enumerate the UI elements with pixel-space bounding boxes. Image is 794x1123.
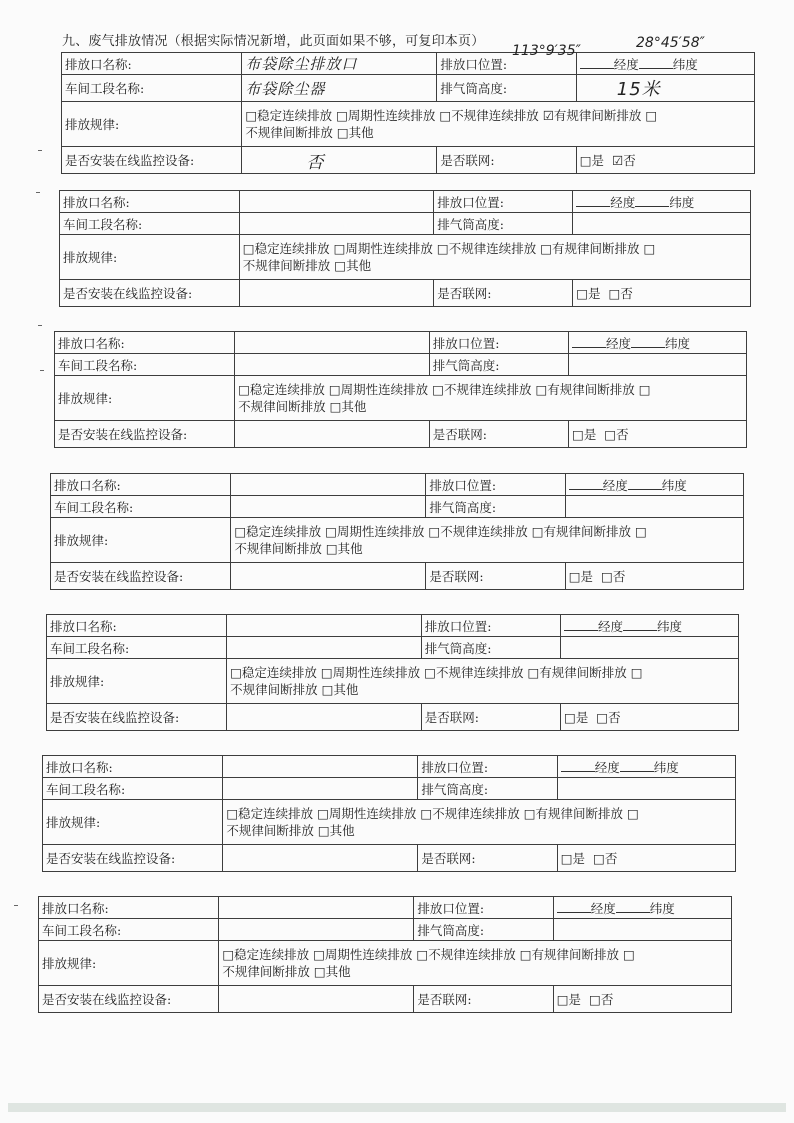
networked-options[interactable] (553, 986, 731, 1013)
longitude-label: 经度 (598, 618, 624, 634)
latitude-blank (620, 760, 654, 772)
opt-other[interactable]: □其他 (336, 125, 374, 140)
pattern-options[interactable] (219, 941, 732, 986)
exhaust-outlet-block-6 (42, 755, 736, 872)
opt-periodic[interactable]: □周期性连续排放 (336, 108, 436, 123)
opt-irregular[interactable]: □不规律连续排放 (424, 665, 524, 680)
outlet-position-value[interactable] (557, 756, 735, 778)
outlet-name-label: 排放口名称: (47, 615, 227, 637)
opt-irregular[interactable]: □不规律连续排放 (428, 524, 528, 539)
networked-label: 是否联网: (418, 845, 557, 872)
longitude-label: 经度 (613, 56, 639, 72)
longitude-blank (557, 901, 591, 913)
workshop-label: 车间工段名称: (39, 919, 219, 941)
opt-regular-intermittent[interactable]: □有规律间断排放 (535, 382, 635, 397)
handwritten-latitude: 28°45′58″ (636, 35, 705, 51)
outlet-position-value[interactable] (569, 332, 747, 354)
networked-label: 是否联网: (414, 986, 553, 1013)
opt-other[interactable]: □其他 (325, 541, 363, 556)
pattern-options[interactable] (239, 235, 750, 280)
opt-periodic[interactable]: □周期性连续排放 (328, 382, 429, 397)
stack-height-label: 排气筒高度: (418, 778, 557, 800)
opt-irregular-intermittent: 不规律间断排放 (242, 258, 331, 273)
opt-periodic[interactable]: □周期性连续排放 (320, 665, 421, 680)
opt-irregular-intermittent-box[interactable]: □ (623, 947, 635, 962)
opt-other[interactable]: □其他 (317, 823, 355, 838)
opt-regular-intermittent[interactable]: □有规律间断排放 (540, 241, 640, 256)
monitor-label: 是否安装在线监控设备: (47, 704, 227, 731)
opt-stable[interactable]: □稳定连续排放 (238, 382, 325, 397)
workshop-label: 车间工段名称: (55, 354, 235, 376)
networked-label: 是否联网: (434, 280, 573, 307)
opt-regular-intermittent[interactable]: □有规律间断排放 (523, 806, 624, 821)
scan-mark (38, 325, 42, 326)
latitude-label: 纬度 (657, 618, 683, 634)
longitude-blank (561, 760, 595, 772)
exhaust-outlet-block-7 (38, 896, 732, 1013)
outlet-name-handwriting: 布袋除尘排放口 (245, 55, 358, 73)
opt-stable[interactable]: □稳定连续排放 (242, 241, 330, 256)
monitor-value[interactable] (239, 280, 433, 307)
opt-irregular-intermittent: 不规律间断排放 (222, 964, 310, 979)
opt-stable[interactable]: □稳定连续排放 (245, 108, 333, 123)
monitor-label: 是否安装在线监控设备: (39, 986, 219, 1013)
latitude-label: 纬度 (669, 194, 695, 210)
latitude-blank (616, 901, 650, 913)
outlet-name-value[interactable] (223, 756, 418, 778)
monitor-label: 是否安装在线监控设备: (62, 147, 242, 174)
outlet-position-label: 排放口位置: (421, 615, 560, 637)
opt-irregular-intermittent-box[interactable]: □ (645, 108, 658, 123)
pattern-options[interactable] (231, 518, 744, 563)
workshop-label: 车间工段名称: (43, 778, 223, 800)
monitor-value[interactable] (242, 147, 437, 174)
longitude-blank (576, 195, 610, 207)
networked-label: 是否联网: (421, 704, 560, 731)
workshop-value[interactable] (227, 637, 422, 659)
handwritten-longitude: 113°9′35″ (512, 43, 581, 59)
pattern-label: 排放规律: (60, 235, 240, 280)
workshop-label: 车间工段名称: (62, 75, 242, 102)
networked-label: 是否联网: (437, 147, 576, 174)
pattern-label: 排放规律: (47, 659, 227, 704)
outlet-name-value[interactable] (239, 191, 433, 213)
outlet-position-value[interactable] (565, 474, 743, 496)
outlet-name-value[interactable] (235, 332, 430, 354)
opt-irregular[interactable]: □不规律连续排放 (439, 108, 539, 123)
monitor-value[interactable] (219, 986, 414, 1013)
opt-irregular-intermittent-box[interactable]: □ (643, 241, 656, 256)
outlet-position-value[interactable] (553, 897, 731, 919)
opt-irregular-intermittent-box[interactable]: □ (638, 382, 651, 397)
opt-stable[interactable]: □稳定连续排放 (230, 665, 317, 680)
opt-yes[interactable]: □是 (576, 286, 601, 301)
networked-options[interactable] (576, 147, 754, 174)
stack-height-label: 排气筒高度: (434, 213, 573, 235)
opt-irregular-intermittent: 不规律间断排放 (245, 125, 333, 140)
networked-label: 是否联网: (429, 421, 568, 448)
outlet-position-label: 排放口位置: (429, 332, 568, 354)
networked-options[interactable] (557, 845, 735, 872)
scan-bottom-edge (8, 1103, 786, 1112)
workshop-value[interactable] (219, 919, 414, 941)
stack-height-value[interactable] (573, 213, 751, 235)
opt-periodic[interactable]: □周期性连续排放 (317, 806, 417, 821)
opt-no[interactable]: □否 (596, 710, 621, 725)
opt-periodic[interactable]: □周期性连续排放 (325, 524, 425, 539)
monitor-value[interactable] (235, 421, 430, 448)
outlet-name-label: 排放口名称: (39, 897, 219, 919)
longitude-label: 经度 (594, 759, 620, 775)
outlet-name-value[interactable] (219, 897, 414, 919)
longitude-label: 经度 (602, 477, 628, 493)
scan-mark (14, 905, 18, 906)
pattern-options[interactable] (223, 800, 736, 845)
exhaust-outlet-block-2 (59, 190, 751, 307)
longitude-label: 经度 (610, 194, 636, 210)
outlet-position-value[interactable] (576, 53, 754, 75)
opt-regular-intermittent[interactable]: □有规律间断排放 (531, 524, 632, 539)
opt-irregular[interactable]: □不规律连续排放 (420, 806, 520, 821)
stack-height-label: 排气筒高度: (426, 496, 565, 518)
networked-options[interactable] (561, 704, 739, 731)
opt-no[interactable]: □否 (593, 851, 618, 866)
opt-irregular-intermittent: 不规律间断排放 (226, 823, 314, 838)
opt-other[interactable]: □其他 (334, 258, 372, 273)
monitor-handwriting: 否 (306, 152, 325, 173)
stack-height-handwriting: 15米 (616, 79, 661, 100)
stack-height-label: 排气筒高度: (414, 919, 553, 941)
monitor-value[interactable] (223, 845, 418, 872)
opt-irregular-intermittent: 不规律间断排放 (238, 399, 326, 414)
outlet-position-label: 排放口位置: (414, 897, 553, 919)
opt-irregular-intermittent-box[interactable]: □ (627, 806, 639, 821)
opt-stable[interactable]: □稳定连续排放 (234, 524, 322, 539)
workshop-label: 车间工段名称: (60, 213, 240, 235)
monitor-label: 是否安装在线监控设备: (51, 563, 231, 590)
pattern-label: 排放规律: (39, 941, 219, 986)
opt-periodic[interactable]: □周期性连续排放 (333, 241, 433, 256)
opt-no[interactable]: □否 (608, 286, 633, 301)
opt-irregular-intermittent-box[interactable]: □ (635, 524, 647, 539)
longitude-label: 经度 (590, 900, 616, 916)
outlet-name-label: 排放口名称: (62, 53, 242, 75)
stack-height-label: 排气筒高度: (421, 637, 560, 659)
stack-height-value[interactable] (553, 919, 731, 941)
latitude-label: 纬度 (661, 477, 687, 493)
opt-other[interactable]: □其他 (329, 399, 367, 414)
outlet-name-label: 排放口名称: (43, 756, 223, 778)
stack-height-value[interactable] (561, 637, 739, 659)
exhaust-outlet-block-3 (54, 331, 747, 448)
opt-other[interactable]: □其他 (313, 964, 351, 979)
opt-yes[interactable]: □是 (572, 427, 597, 442)
opt-stable[interactable]: □稳定连续排放 (222, 947, 310, 962)
stack-height-value[interactable] (557, 778, 735, 800)
longitude-blank (564, 619, 598, 631)
opt-periodic[interactable]: □周期性连续排放 (313, 947, 413, 962)
opt-yes[interactable]: □是 (564, 710, 589, 725)
opt-regular-intermittent[interactable]: □有规律间断排放 (527, 665, 627, 680)
outlet-position-value[interactable] (573, 191, 751, 213)
outlet-name-label: 排放口名称: (51, 474, 231, 496)
longitude-blank (580, 57, 614, 69)
opt-yes[interactable]: □是 (568, 569, 594, 584)
opt-irregular-intermittent-box[interactable]: □ (630, 665, 643, 680)
pattern-options[interactable] (227, 659, 739, 704)
opt-yes[interactable]: □是 (579, 153, 605, 168)
opt-other[interactable]: □其他 (321, 682, 359, 697)
longitude-label: 经度 (606, 335, 632, 351)
monitor-label: 是否安装在线监控设备: (43, 845, 223, 872)
networked-options[interactable] (573, 280, 751, 307)
opt-yes[interactable]: □是 (556, 992, 582, 1007)
networked-label: 是否联网: (426, 563, 565, 590)
outlet-name-label: 排放口名称: (55, 332, 235, 354)
section-title: 九、废气排放情况（根据实际情况新增，此页面如果不够，可复印本页） (62, 34, 485, 49)
scan-mark (40, 370, 44, 371)
longitude-blank (569, 478, 603, 490)
opt-stable[interactable]: □稳定连续排放 (226, 806, 314, 821)
exhaust-outlet-block-5 (46, 614, 739, 731)
workshop-value[interactable] (239, 213, 433, 235)
monitor-label: 是否安装在线监控设备: (55, 421, 235, 448)
outlet-name-value[interactable] (231, 474, 426, 496)
latitude-blank (631, 336, 665, 348)
workshop-label: 车间工段名称: (51, 496, 231, 518)
outlet-name-label: 排放口名称: (60, 191, 240, 213)
latitude-blank (628, 478, 662, 490)
opt-no[interactable]: □否 (604, 427, 629, 442)
opt-irregular[interactable]: □不规律连续排放 (432, 382, 532, 397)
pattern-label: 排放规律: (51, 518, 231, 563)
workshop-value[interactable] (231, 496, 426, 518)
outlet-name-value[interactable] (227, 615, 422, 637)
stack-height-value[interactable] (569, 354, 747, 376)
outlet-position-label: 排放口位置: (437, 53, 576, 75)
stack-height-value[interactable] (565, 496, 743, 518)
latitude-blank (635, 195, 669, 207)
workshop-handwriting: 布袋除尘器 (245, 79, 326, 98)
monitor-value[interactable] (227, 704, 422, 731)
opt-irregular[interactable]: □不规律连续排放 (436, 241, 537, 256)
networked-options[interactable] (565, 563, 743, 590)
outlet-position-label: 排放口位置: (426, 474, 565, 496)
stack-height-value[interactable] (576, 75, 754, 102)
stack-height-label: 排气筒高度: (429, 354, 568, 376)
outlet-position-label: 排放口位置: (434, 191, 573, 213)
opt-yes[interactable]: □是 (560, 851, 586, 866)
pattern-label: 排放规律: (43, 800, 223, 845)
monitor-value[interactable] (231, 563, 426, 590)
latitude-label: 纬度 (672, 56, 698, 72)
monitor-label: 是否安装在线监控设备: (60, 280, 240, 307)
scan-mark (38, 150, 42, 151)
latitude-blank (623, 619, 657, 631)
scan-mark (36, 192, 40, 193)
pattern-label: 排放规律: (62, 102, 242, 147)
outlet-position-label: 排放口位置: (418, 756, 557, 778)
exhaust-outlet-block-1 (61, 52, 755, 174)
pattern-options[interactable] (242, 102, 755, 147)
latitude-label: 纬度 (653, 759, 679, 775)
opt-regular-intermittent[interactable]: □有规律间断排放 (519, 947, 620, 962)
workshop-value[interactable] (235, 354, 430, 376)
latitude-blank (639, 57, 673, 69)
workshop-value[interactable] (223, 778, 418, 800)
longitude-blank (572, 336, 606, 348)
workshop-label: 车间工段名称: (47, 637, 227, 659)
workshop-value[interactable] (242, 75, 437, 102)
pattern-options[interactable] (235, 376, 747, 421)
stack-height-label: 排气筒高度: (437, 75, 576, 102)
opt-no-checked[interactable]: ☑否 (612, 153, 636, 168)
outlet-position-value[interactable] (561, 615, 739, 637)
pattern-label: 排放规律: (55, 376, 235, 421)
opt-regular-intermittent-checked[interactable]: ☑有规律间断排放 (542, 108, 642, 123)
opt-irregular-intermittent: 不规律间断排放 (230, 682, 318, 697)
latitude-label: 纬度 (665, 335, 691, 351)
latitude-label: 纬度 (649, 900, 675, 916)
outlet-name-value[interactable] (242, 53, 437, 75)
opt-irregular-intermittent: 不规律间断排放 (234, 541, 322, 556)
opt-no[interactable]: □否 (601, 569, 626, 584)
opt-irregular[interactable]: □不规律连续排放 (416, 947, 516, 962)
networked-options[interactable] (569, 421, 747, 448)
exhaust-outlet-block-4 (50, 473, 744, 590)
opt-no[interactable]: □否 (589, 992, 614, 1007)
